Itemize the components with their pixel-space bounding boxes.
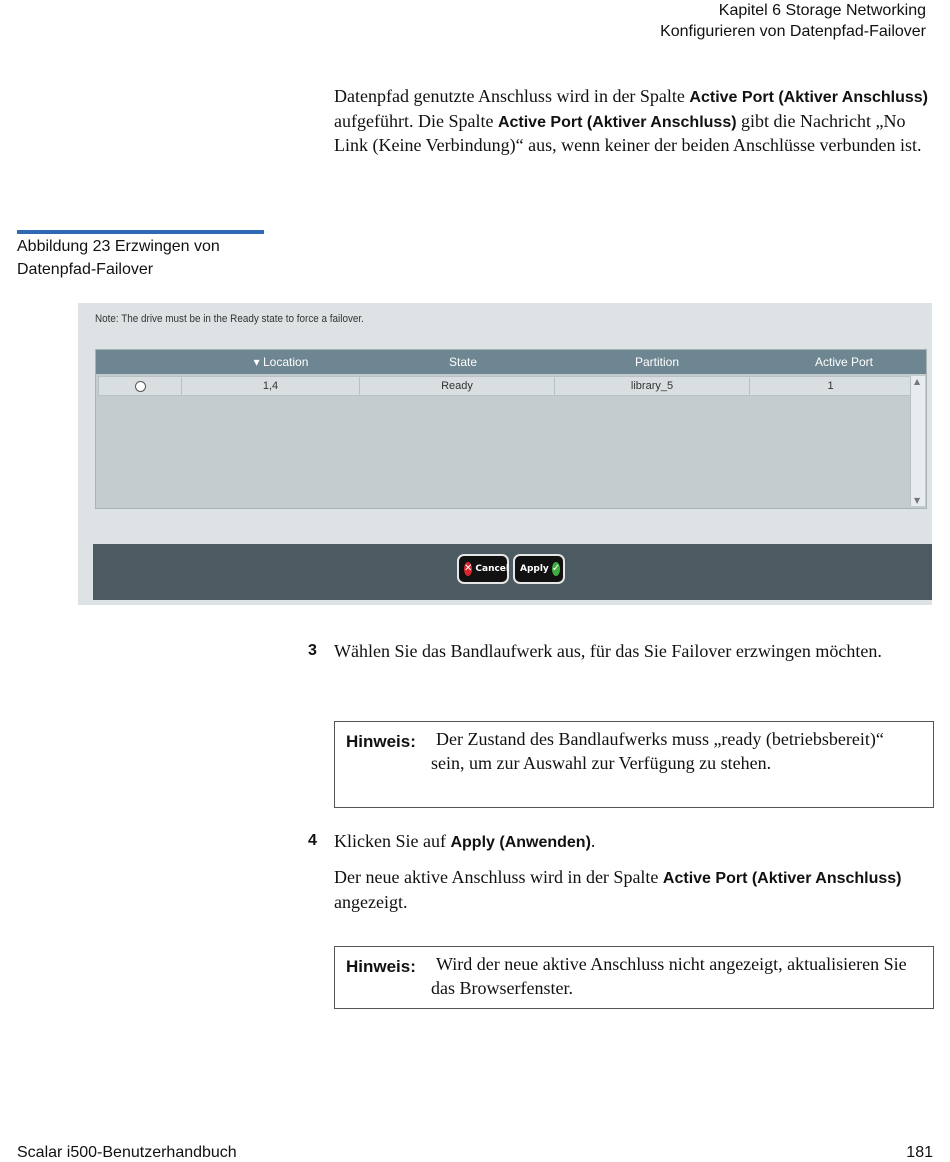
drive-table <box>95 349 927 509</box>
intro-text-3: gibt die Nachricht „No Link (Keine Verbindung)“ aus, wenn keiner der beiden Anschlüsse verbunden ist. <box>334 110 922 155</box>
footer-page-number: 181 <box>906 1144 933 1161</box>
cancel-x-icon: ✕ <box>464 563 473 574</box>
step4-text-1: Klicken Sie auf <box>334 831 451 851</box>
failover-screenshot <box>78 303 932 605</box>
intro-keyword-2: Active Port (Aktiver Anschluss) <box>497 113 737 131</box>
note-label-1: Hinweis: <box>346 732 416 751</box>
table-scrollbar[interactable] <box>910 376 925 506</box>
intro-text-2: aufgeführt. Die Spalte <box>334 110 498 131</box>
intro-keyword-1: Active Port (Aktiver Anschluss) <box>689 89 929 106</box>
table-header <box>96 350 926 374</box>
cell-state: Ready <box>360 377 555 395</box>
button-bar <box>93 544 932 600</box>
cancel-button[interactable] <box>457 554 509 584</box>
step4-followup <box>334 866 934 914</box>
column-header-state[interactable]: State <box>448 355 478 369</box>
followup-keyword: Active Port (Aktiver Anschluss) <box>662 870 902 887</box>
figure-rule <box>17 230 264 234</box>
cancel-label: Cancel <box>475 564 509 574</box>
step-number-3: 3 <box>308 642 317 659</box>
cell-partition: library_5 <box>555 377 750 395</box>
step-number-4: 4 <box>308 832 317 849</box>
figure-caption: Abbildung 23 Erzwingen von Datenpfad-Failover <box>17 238 220 278</box>
intro-text-1: Datenpfad genutzte Anschluss wird in der Spalte <box>334 86 690 106</box>
column-header-location[interactable] <box>196 350 366 374</box>
column-label-location: Location <box>263 355 309 369</box>
step-text-3: Wählen Sie das Bandlaufwerk aus, für das Sie Failover erzwingen möchten. <box>334 641 882 661</box>
scroll-up-icon[interactable]: ▲ <box>914 377 921 386</box>
column-header-partition[interactable]: Partition <box>634 355 680 369</box>
step4-keyword: Apply (Anwenden) <box>450 834 591 851</box>
sort-down-icon: ▾ <box>253 355 260 369</box>
scroll-down-icon[interactable]: ▼ <box>914 496 921 505</box>
note-box-1 <box>334 721 934 808</box>
step-text-4 <box>334 830 934 855</box>
header-chapter: Kapitel 6 Storage Networking <box>718 2 926 19</box>
followup-text-1: Der neue aktive Anschluss wird in der Spalte <box>334 867 663 887</box>
apply-check-icon: ✓ <box>551 563 561 574</box>
footer-title: Scalar i500-Benutzerhandbuch <box>17 1144 237 1161</box>
note-text-2: Wird der neue aktive Anschluss nicht angezeigt, aktualisieren Sie das Browserfenster. <box>431 954 907 998</box>
intro-paragraph <box>334 85 934 158</box>
screenshot-note: Note: The drive must be in the Ready state to force a failover. <box>95 313 364 325</box>
apply-label: Apply <box>520 564 549 574</box>
header-section: Konfigurieren von Datenpfad-Failover <box>660 23 926 40</box>
note-text-1: Der Zustand des Bandlaufwerks muss „ready (betriebsbereit)“ sein, um zur Auswahl zur Verfügung zu stehen. <box>431 729 884 773</box>
followup-text-2: angezeigt. <box>334 891 408 912</box>
cell-location: 1,4 <box>182 377 360 395</box>
row-select-cell[interactable] <box>99 377 182 395</box>
note-box-2 <box>334 946 934 1009</box>
running-header <box>660 0 926 42</box>
drive-radio-button[interactable] <box>135 381 146 392</box>
cell-active-port: 1 <box>827 380 834 392</box>
table-row[interactable] <box>98 376 912 396</box>
apply-button[interactable] <box>513 554 565 584</box>
column-header-active-port[interactable]: Active Port <box>814 355 874 369</box>
step4-text-2: . <box>590 831 596 851</box>
note-label-2: Hinweis: <box>346 957 416 976</box>
